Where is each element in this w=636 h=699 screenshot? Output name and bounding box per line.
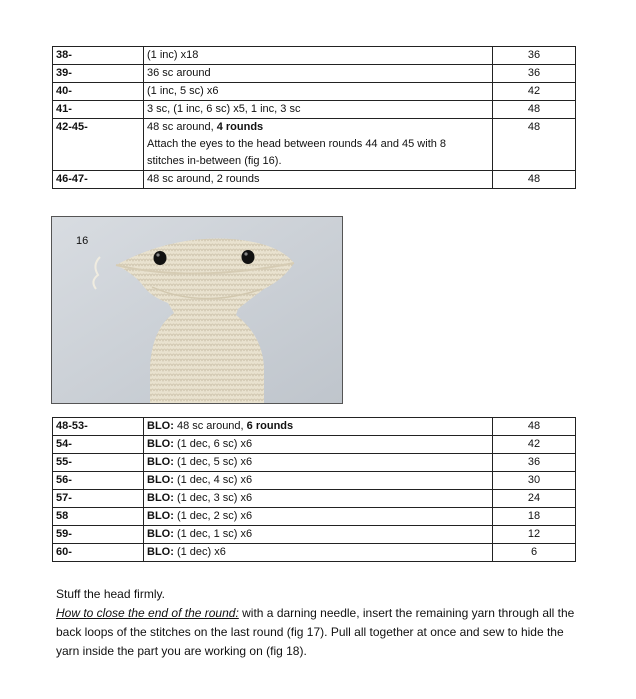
round-instruction [144, 436, 493, 454]
stuff-instruction: Stuff the head firmly. [56, 587, 165, 601]
table-row [53, 544, 576, 562]
pattern-table-body [53, 418, 576, 562]
round-instruction: 3 sc, (1 inc, 6 sc) x5, 1 inc, 3 sc [144, 101, 493, 119]
round-number: 54- [53, 436, 144, 454]
round-number: 41- [53, 101, 144, 119]
crochet-head-illustration [52, 217, 342, 403]
instruction-text: 48 sc around, [173, 420, 247, 432]
table-row [53, 83, 576, 101]
table-row [53, 490, 576, 508]
blo-label: BLO: [147, 456, 174, 468]
round-instruction [144, 544, 493, 562]
figure-label: 16 [76, 235, 89, 247]
round-instruction: (1 inc, 5 sc) x6 [144, 83, 493, 101]
instruction-bold: 6 rounds [246, 420, 294, 432]
instruction-text: 48 sc around, [147, 121, 217, 133]
round-number: 39- [53, 65, 144, 83]
round-instruction [144, 119, 493, 171]
table-row [53, 418, 576, 436]
blo-label: BLO: [147, 474, 174, 486]
instructions-notes [56, 585, 576, 661]
instruction-line [147, 119, 489, 136]
round-number: 55- [53, 454, 144, 472]
instruction-bold: 4 rounds [216, 121, 264, 133]
stitch-count: 42 [493, 83, 576, 101]
round-instruction: 36 sc around [144, 65, 493, 83]
table-row [53, 508, 576, 526]
stitch-count: 48 [493, 101, 576, 119]
figure-16-photo [51, 216, 343, 404]
round-number: 57- [53, 490, 144, 508]
table-row [53, 47, 576, 65]
table-row [53, 171, 576, 189]
round-number: 59- [53, 526, 144, 544]
round-instruction [144, 490, 493, 508]
right-eye-highlight [244, 252, 247, 255]
stitch-count: 36 [493, 65, 576, 83]
round-number: 38- [53, 47, 144, 65]
blo-label: BLO: [147, 510, 174, 522]
blo-label: BLO: [147, 492, 174, 504]
table-row [53, 436, 576, 454]
close-round-instruction [56, 604, 576, 661]
blo-label: BLO: [147, 546, 174, 558]
stitch-count: 24 [493, 490, 576, 508]
instruction-text: (1 dec, 3 sc) x6 [173, 492, 253, 504]
stitch-count: 36 [493, 47, 576, 65]
eye-note-line2: stitches in-between (fig 16). [147, 155, 282, 167]
table-row [53, 454, 576, 472]
round-instruction [144, 418, 493, 436]
eye-note-line1: Attach the eyes to the head between rounds 44 and 45 with 8 [147, 138, 447, 150]
table-row [53, 101, 576, 119]
right-eye-icon [242, 250, 255, 264]
round-instruction [144, 454, 493, 472]
stitch-count: 6 [493, 544, 576, 562]
pattern-table-top [52, 46, 576, 189]
close-round-title: How to close the end of the round: [56, 606, 239, 620]
instruction-text: (1 dec, 4 sc) x6 [173, 474, 253, 486]
stitch-count: 42 [493, 436, 576, 454]
close-round-text: with a darning needle, insert the remaining yarn through all the back loops of the stitches on the last round (fig 17). Pull all together at once and sew to hide the yarn inside the part you are working on (fig 18). [56, 606, 575, 658]
round-instruction [144, 526, 493, 544]
round-instruction: 48 sc around, 2 rounds [144, 171, 493, 189]
left-eye-icon [154, 251, 167, 265]
round-instruction: (1 inc) x18 [144, 47, 493, 65]
blo-label: BLO: [147, 528, 174, 540]
instruction-text: (1 dec) x6 [173, 546, 226, 558]
round-number: 56- [53, 472, 144, 490]
round-number: 40- [53, 83, 144, 101]
round-number: 46-47- [53, 171, 144, 189]
stitch-count: 48 [493, 119, 576, 171]
round-number: 42-45- [53, 119, 144, 171]
stitch-count: 48 [493, 171, 576, 189]
table-row [53, 119, 576, 171]
round-instruction [144, 508, 493, 526]
round-number: 48-53- [53, 418, 144, 436]
instruction-text: (1 dec, 5 sc) x6 [173, 456, 253, 468]
blo-label: BLO: [147, 420, 174, 432]
round-number: 60- [53, 544, 144, 562]
pattern-table-bottom [52, 417, 576, 562]
stitch-count: 36 [493, 454, 576, 472]
instruction-text: (1 dec, 6 sc) x6 [173, 438, 253, 450]
stitch-count: 18 [493, 508, 576, 526]
instruction-text: (1 dec, 2 sc) x6 [173, 510, 253, 522]
left-eye-highlight [156, 253, 159, 256]
stitch-count: 30 [493, 472, 576, 490]
instruction-text: (1 dec, 1 sc) x6 [173, 528, 253, 540]
blo-label: BLO: [147, 438, 174, 450]
round-number: 58 [53, 508, 144, 526]
stitch-count: 12 [493, 526, 576, 544]
table-row [53, 472, 576, 490]
table-row [53, 526, 576, 544]
table-row [53, 65, 576, 83]
round-instruction [144, 472, 493, 490]
stitch-count: 48 [493, 418, 576, 436]
